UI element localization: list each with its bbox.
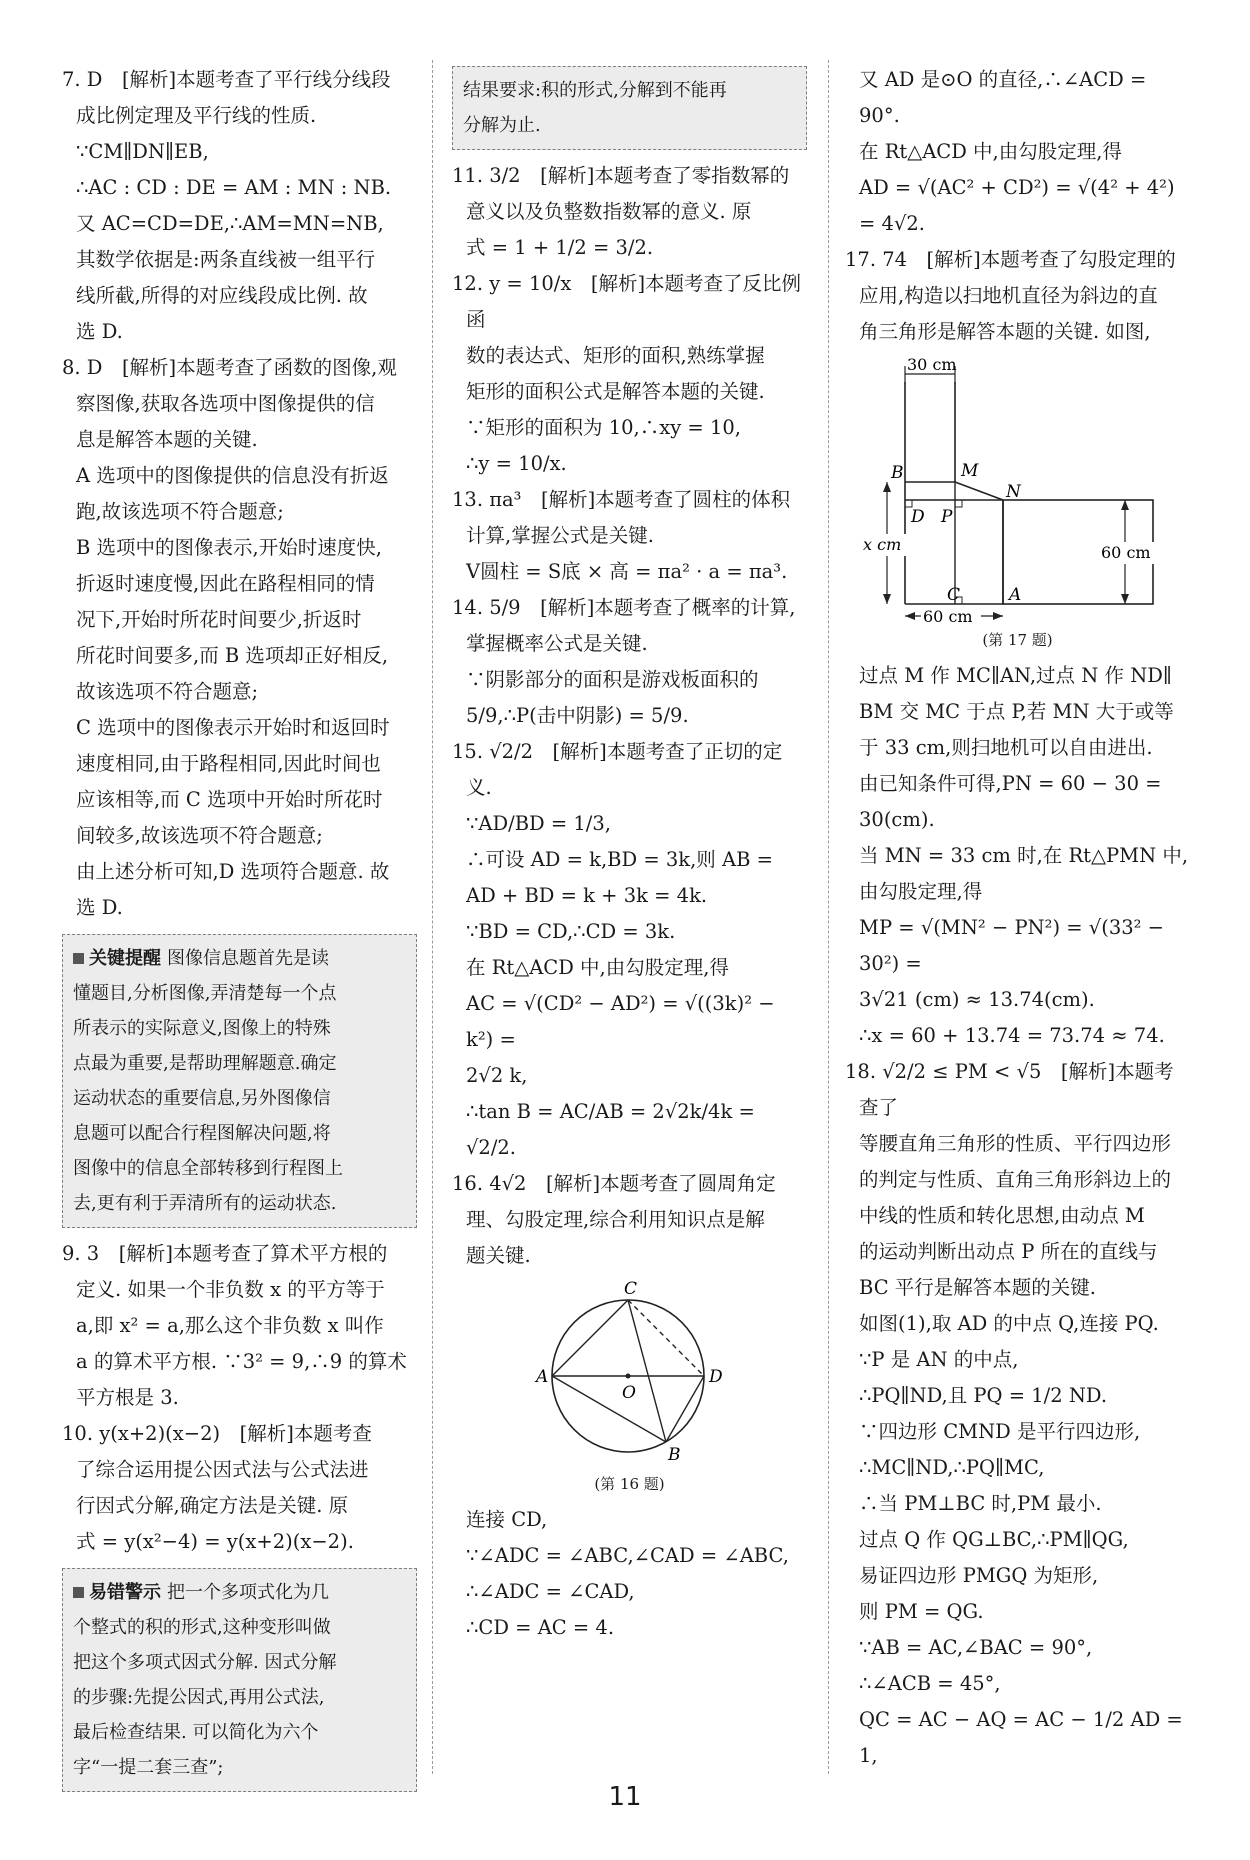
column-divider xyxy=(432,60,433,1774)
warning-text: 把一个多项式化为几 xyxy=(167,1582,329,1603)
segment-cb xyxy=(628,1300,666,1442)
text-line: 间较多,故该选项不符合题意; xyxy=(76,824,323,847)
text-line: 的运动判断出动点 P 所在的直线与 xyxy=(859,1240,1158,1263)
text-line: 平方根是 3. xyxy=(76,1386,179,1409)
text-line: 线所截,所得的对应线段成比例. 故 xyxy=(76,284,368,307)
key-tip-title: 关键提醒 xyxy=(73,948,161,969)
text-line: a,即 x² = a,那么这个非负数 x 叫作 xyxy=(76,1314,384,1337)
label-n: N xyxy=(1005,482,1021,502)
label-b: B xyxy=(667,1445,680,1465)
text-line: ∴当 PM⊥BC 时,PM 最小. xyxy=(859,1492,1102,1515)
answer-7-line: 7. D [解析]本题考查了平行线分线段 xyxy=(62,68,391,91)
text-line: BM 交 MC 于点 P,若 MN 大于或等 xyxy=(859,700,1174,723)
tip-text: 息题可以配合行程图解决问题,将 xyxy=(73,1123,331,1144)
text-line: 了综合运用提公因式法与公式法进 xyxy=(76,1458,369,1481)
text-line: 于 33 cm,则扫地机可以自由进出. xyxy=(859,736,1153,759)
text-line: B 选项中的图像表示,开始时速度快, xyxy=(76,536,382,559)
text-line: 30(cm). xyxy=(859,808,935,831)
text-line: 由上述分析可知,D 选项符合题意. 故 xyxy=(76,860,390,883)
label-60cm-right: 60 cm xyxy=(1100,543,1151,562)
text-line: ∵CM∥DN∥EB, xyxy=(76,140,209,163)
arrow-head xyxy=(993,612,1003,620)
text-line: A 选项中的图像提供的信息没有折返 xyxy=(76,464,389,487)
text-line: 2√2 k, xyxy=(466,1064,528,1087)
arrow-head xyxy=(883,594,891,604)
column-2 xyxy=(452,62,807,1646)
warning-text: 的步骤:先提公因式,再用公式法, xyxy=(73,1687,325,1708)
text-line: 应该相等,而 C 选项中开始时所花时 xyxy=(76,788,383,811)
text-line: 在 Rt△ACD 中,由勾股定理,得 xyxy=(859,140,1122,163)
figure-17-caption: (第 17 题) xyxy=(982,631,1053,649)
label-b: B xyxy=(890,463,903,483)
text-line: 所花时间要多,而 B 选项却正好相反, xyxy=(76,644,389,667)
tip-text: 懂题目,分析图像,弄清楚每一个点 xyxy=(73,983,337,1004)
text-line: 数的表达式、矩形的面积,熟练掌握 xyxy=(466,344,765,367)
label-o: O xyxy=(621,1383,636,1403)
text-line: 成比例定理及平行线的性质. xyxy=(76,104,317,127)
text-line: a 的算术平方根. ∵3² = 9,∴9 的算术 xyxy=(76,1350,407,1373)
text-line: AD = √(AC² + CD²) = √(4² + 4²) = 4√2. xyxy=(859,176,1175,235)
tip-text: 图像信息题首先是读 xyxy=(167,948,329,969)
label-d: D xyxy=(708,1367,723,1387)
arrow-head xyxy=(1121,594,1129,604)
answer-17-line: 17. 74 [解析]本题考查了勾股定理的 xyxy=(845,248,1176,271)
text-line: ∴AC : CD : DE = AM : MN : NB. xyxy=(76,176,392,199)
tip-text: 图像中的信息全部转移到行程图上 xyxy=(73,1158,343,1179)
label-m: M xyxy=(960,461,978,481)
text-line: BC 平行是解答本题的关键. xyxy=(859,1276,1097,1299)
arrow-head xyxy=(1121,500,1129,510)
text-line: ∴PQ∥ND,且 PQ = 1/2 ND. xyxy=(859,1384,1108,1407)
column-divider xyxy=(828,60,829,1774)
column-1 xyxy=(62,62,417,1800)
label-a: A xyxy=(535,1367,548,1387)
tip-text: 去,更有利于弄清所有的运动状态. xyxy=(73,1193,337,1214)
text-line: 3√21 (cm) ≈ 13.74(cm). xyxy=(859,988,1095,1011)
text-line: 掌握概率公式是关键. xyxy=(466,632,648,655)
text-line: ∴∠ADC = ∠CAD, xyxy=(466,1580,635,1603)
column-3 xyxy=(845,62,1190,1774)
text-line: 则 PM = QG. xyxy=(859,1600,984,1623)
text-line: ∵BD = CD,∴CD = 3k. xyxy=(466,920,676,943)
text-line: 在 Rt△ACD 中,由勾股定理,得 xyxy=(466,956,729,979)
error-warning-box xyxy=(62,1568,417,1792)
text-line: 选 D. xyxy=(76,896,123,919)
answer-12-line: 12. y = 10/x [解析]本题考查了反比例函 xyxy=(452,272,802,331)
text-line: MP = √(MN² − PN²) = √(33² − 30²) = xyxy=(859,916,1164,975)
text-line: AC = √(CD² − AD²) = √((3k)² − k²) = xyxy=(466,992,775,1051)
text-line: 题关键. xyxy=(466,1244,531,1267)
text-line: 式 = y(x²−4) = y(x+2)(x−2). xyxy=(76,1530,354,1553)
text-line: ∴可设 AD = k,BD = 3k,则 AB = xyxy=(466,848,773,871)
text-line: 矩形的面积公式是解答本题的关键. xyxy=(466,380,765,403)
text-line: 故该选项不符合题意; xyxy=(76,680,259,703)
arrow-head xyxy=(905,612,915,620)
text-line: 中线的性质和转化思想,由动点 M xyxy=(859,1204,1145,1227)
text-line: 行因式分解,确定方法是关键. 原 xyxy=(76,1494,349,1517)
text-line: 察图像,获取各选项中图像提供的信 xyxy=(76,392,375,415)
answer-13-line: 13. πa³ [解析]本题考查了圆柱的体积 xyxy=(452,488,791,511)
text-line: ∴y = 10/x. xyxy=(466,452,567,475)
text-line: ∵AB = AC,∠BAC = 90°, xyxy=(859,1636,1093,1659)
text-line: ∴∠ACB = 45°, xyxy=(859,1672,1001,1695)
text-line: ∴x = 60 + 13.74 = 73.74 ≈ 74. xyxy=(859,1024,1165,1047)
label-60cm-bottom: 60 cm xyxy=(922,607,973,624)
text-line: 计算,掌握公式是关键. xyxy=(466,524,654,547)
text-line: 意义以及负整数指数幂的意义. 原 xyxy=(466,200,752,223)
text-line: 息是解答本题的关键. xyxy=(76,428,258,451)
text-line: 由已知条件可得,PN = 60 − 30 = xyxy=(859,772,1162,795)
warning-text: 最后检查结果. 可以简化为六个 xyxy=(73,1722,319,1743)
text-line: 应用,构造以扫地机直径为斜边的直 xyxy=(859,284,1158,307)
warning-text: 把这个多项式因式分解. 因式分解 xyxy=(73,1652,337,1673)
text-line: 的判定与性质、直角三角形斜边上的 xyxy=(859,1168,1172,1191)
figure-16-caption: (第 16 题) xyxy=(594,1475,665,1493)
label-p: P xyxy=(940,507,952,527)
label-x-cm: x cm xyxy=(862,535,901,554)
text-line: 又 AC=CD=DE,∴AM=MN=NB, xyxy=(76,212,384,235)
answer-18-line: 18. √2/2 ≤ PM < √5 [解析]本题考查了 xyxy=(845,1060,1174,1119)
text-line: 折返时速度慢,因此在路程相同的情 xyxy=(76,572,375,595)
segment-db xyxy=(666,1376,704,1442)
answer-16-line: 16. 4√2 [解析]本题考查了圆周角定 xyxy=(452,1172,776,1195)
text-line: 式 = 1 + 1/2 = 3/2. xyxy=(466,236,654,259)
text-line: QC = AC − AQ = AC − 1/2 AD = 1, xyxy=(859,1708,1183,1767)
warning-text: 分解为止. xyxy=(463,115,541,136)
warning-continuation-box xyxy=(452,66,807,150)
segment-ab xyxy=(552,1376,666,1442)
text-line: ∴MC∥ND,∴PQ∥MC, xyxy=(859,1456,1045,1479)
text-line: 理、勾股定理,综合利用知识点是解 xyxy=(466,1208,765,1231)
label-c: C xyxy=(623,1279,637,1299)
segment-cd-dashed xyxy=(628,1300,704,1376)
figure-16-circle-diagram xyxy=(530,1278,730,1468)
text-line: 定义. 如果一个非负数 x 的平方等于 xyxy=(76,1278,385,1301)
tip-text: 点最为重要,是帮助理解题意.确定 xyxy=(73,1053,337,1074)
answer-10-line: 10. y(x+2)(x−2) [解析]本题考查 xyxy=(62,1422,372,1445)
right-angle-d xyxy=(905,500,912,507)
segment-mn xyxy=(955,482,1003,500)
text-line: 又 AD 是⊙O 的直径,∴∠ACD = 90°. xyxy=(859,68,1147,127)
text-line: 如图(1),取 AD 的中点 Q,连接 PQ. xyxy=(859,1312,1159,1335)
text-line: 易证四边形 PMGQ 为矩形, xyxy=(859,1564,1099,1587)
text-line: 角三角形是解答本题的关键. 如图, xyxy=(859,320,1151,343)
text-line: 5/9,∴P(击中阴影) = 5/9. xyxy=(466,704,689,727)
text-line: 连接 CD, xyxy=(466,1508,548,1531)
label-30cm: 30 cm xyxy=(906,355,957,374)
text-line: V圆柱 = S底 × 高 = πa² · a = πa³. xyxy=(466,560,788,583)
text-line: C 选项中的图像表示开始时和返回时 xyxy=(76,716,390,739)
text-line: 速度相同,由于路程相同,因此时间也 xyxy=(76,752,381,775)
answer-11-line: 11. 3/2 [解析]本题考查了零指数幂的 xyxy=(452,164,790,187)
text-line: ∵阴影部分的面积是游戏板面积的 xyxy=(466,668,759,691)
segment-ac xyxy=(552,1300,628,1376)
answer-15-line: 15. √2/2 [解析]本题考查了正切的定义. xyxy=(452,740,783,799)
text-line: 过点 M 作 MC∥AN,过点 N 作 ND∥ xyxy=(859,664,1172,687)
warning-text: 字“一提二套三查”; xyxy=(73,1757,224,1778)
text-line: ∴tan B = AC/AB = 2√2k/4k = √2/2. xyxy=(466,1100,755,1159)
page-number: 11 xyxy=(608,1782,642,1812)
text-line: ∵P 是 AN 的中点, xyxy=(859,1348,1019,1371)
text-line: 过点 Q 作 QG⊥BC,∴PM∥QG, xyxy=(859,1528,1129,1551)
text-line: 跑,故该选项不符合题意; xyxy=(76,500,284,523)
text-line: ∵∠ADC = ∠ABC,∠CAD = ∠ABC, xyxy=(466,1544,789,1567)
text-line: 其数学依据是:两条直线被一组平行 xyxy=(76,248,376,271)
label-c: C xyxy=(946,585,960,605)
answer-9-line: 9. 3 [解析]本题考查了算术平方根的 xyxy=(62,1242,388,1265)
text-line: 当 MN = 33 cm 时,在 Rt△PMN 中, xyxy=(859,844,1189,867)
center-point xyxy=(625,1374,630,1379)
label-a: A xyxy=(1008,585,1021,605)
text-line: 等腰直角三角形的性质、平行四边形 xyxy=(859,1132,1172,1155)
figure-17-floor-plan xyxy=(863,354,1173,624)
text-line: AD + BD = k + 3k = 4k. xyxy=(466,884,708,907)
key-tip-box xyxy=(62,934,417,1228)
answer-14-line: 14. 5/9 [解析]本题考查了概率的计算, xyxy=(452,596,796,619)
right-angle-p xyxy=(955,500,962,507)
text-line: 选 D. xyxy=(76,320,123,343)
warning-title: 易错警示 xyxy=(73,1582,161,1603)
warning-text: 个整式的积的形式,这种变形叫做 xyxy=(73,1617,331,1638)
tip-text: 运动状态的重要信息,另外图像信 xyxy=(73,1088,331,1109)
label-d: D xyxy=(910,507,925,527)
text-line: ∵AD/BD = 1/3, xyxy=(466,812,611,835)
text-line: ∴CD = AC = 4. xyxy=(466,1616,615,1639)
warning-text: 结果要求:积的形式,分解到不能再 xyxy=(463,80,727,101)
text-line: ∵矩形的面积为 10,∴xy = 10, xyxy=(466,416,741,439)
answer-8-line: 8. D [解析]本题考查了函数的图像,观 xyxy=(62,356,397,379)
text-line: ∵四边形 CMND 是平行四边形, xyxy=(859,1420,1141,1443)
arrow-head xyxy=(883,482,891,492)
text-line: 况下,开始时所花时间要少,折返时 xyxy=(76,608,362,631)
tip-text: 所表示的实际意义,图像上的特殊 xyxy=(73,1018,331,1039)
text-line: 由勾股定理,得 xyxy=(859,880,983,903)
